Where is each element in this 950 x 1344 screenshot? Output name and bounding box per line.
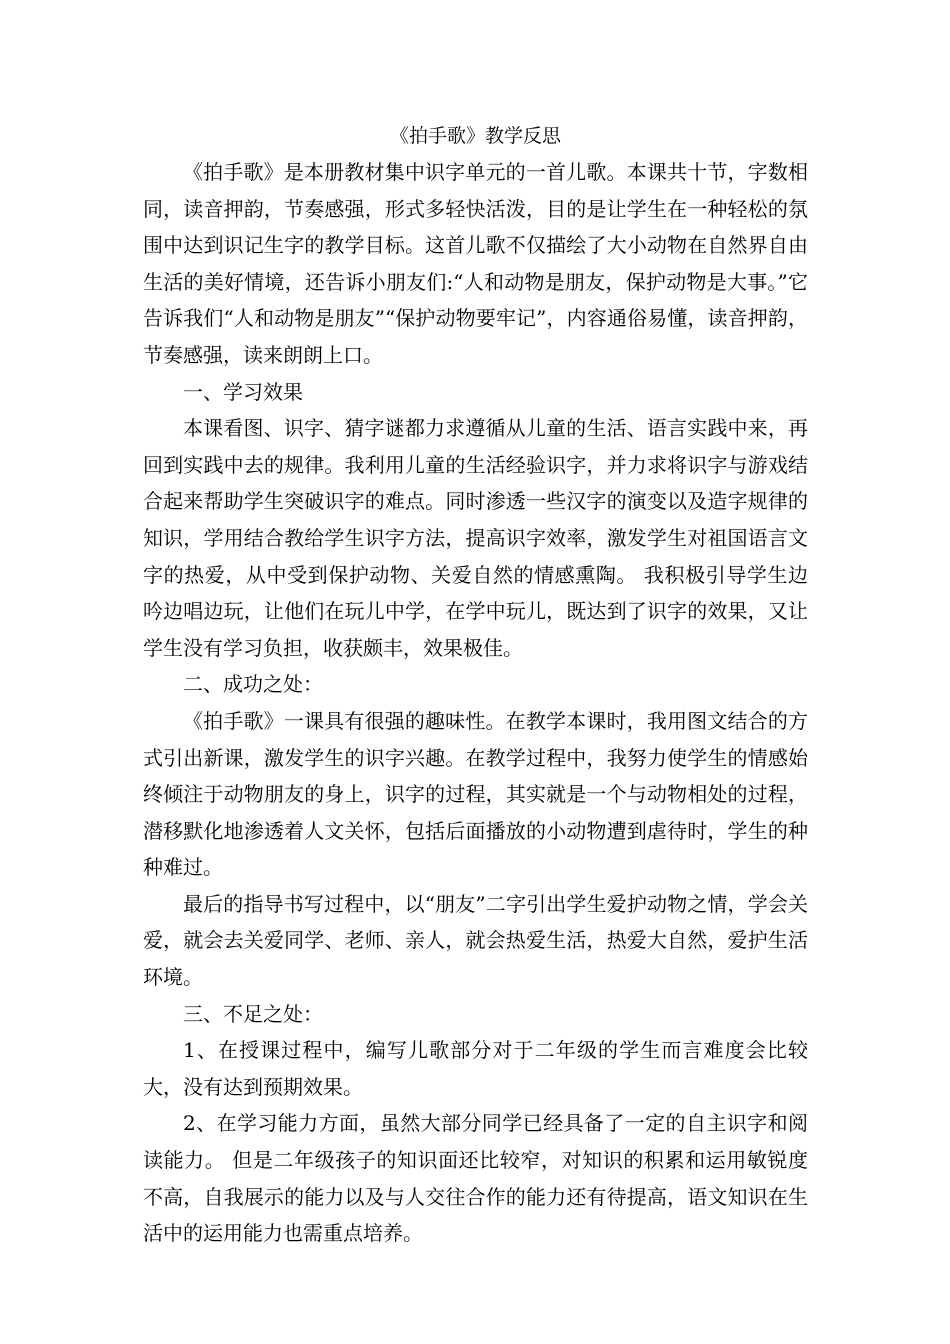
page-title: 《拍手歌》教学反思 — [389, 125, 561, 147]
shortcomings-paragraph-1: 1、在授课过程中，编写儿歌部分对于二年级的学生而言难度会比较大，没有达到预期效果。 — [143, 1038, 808, 1099]
successes-paragraph-2: 最后的指导书写过程中，以“朋友”二字引出学生爱护动物之情，学会关爱，就会去关爱同学、老师、亲人，就会热爱生活，热爱大自然，爱护生活环境。 — [143, 891, 808, 990]
section-heading-effects: 一、学习效果 — [183, 379, 303, 404]
shortcomings-paragraph-2: 2、在学习能力方面，虽然大部分同学已经具备了一定的自主识字和阅读能力。 但是二年级孩子的知识面还比较窄，对知识的积累和运用敏锐度不高，自我展示的能力以及与人交往合作的能力还有待提高，语文知识在生活中的运用能力也需重点培养。 — [143, 1111, 808, 1246]
document-body — [143, 118, 808, 1252]
intro-paragraph: 《拍手歌》是本册教材集中识字单元的一首儿歌。本课共十节，字数相同，读音押韵，节奏感强，形式多轻快活泼，目的是让学生在一种轻松的氛围中达到识记生字的教学目标。这首儿歌不仅描绘了大小动物在自然界自由生活的美好情境，还告诉小朋友们:“人和动物是朋友，保护动物是大事。”它告诉我们“人和动物是朋友”“保护动物要牢记”，内容通俗易懂，读音押韵，节奏感强，读来朗朗上口。 — [143, 160, 808, 367]
successes-paragraph-1: 《拍手歌》一课具有很强的趣味性。在教学本课时，我用图文结合的方式引出新课，激发学生的识字兴趣。在教学过程中，我努力使学生的情感始终倾注于动物朋友的身上，识字的过程，其实就是一个与动物相处的过程，潜移默化地渗透着人文关怀，包括后面播放的小动物遭到虐待时，学生的种种难过。 — [143, 708, 808, 880]
section-heading-successes: 二、成功之处： — [183, 672, 323, 697]
section-heading-shortcomings: 三、不足之处： — [183, 1001, 323, 1026]
effects-paragraph: 本课看图、识字、猜字谜都力求遵循从儿童的生活、语言实践中来，再回到实践中去的规律。我利用儿童的生活经验识字，并力求将识字与游戏结合起来帮助学生突破识字的难点。同时渗透一些汉字的演变以及造字规律的知识，学用结合教给学生识字方法，提高识字效率，激发学生对祖国语言文字的热爱，从中受到保护动物、关爱自然的情感熏陶。 我积极引导学生边吟边唱边玩，让他们在玩儿中学，在学中玩儿，既达到了识字的效果，又让学生没有学习负担，收获颇丰，效果极佳。 — [143, 416, 808, 660]
